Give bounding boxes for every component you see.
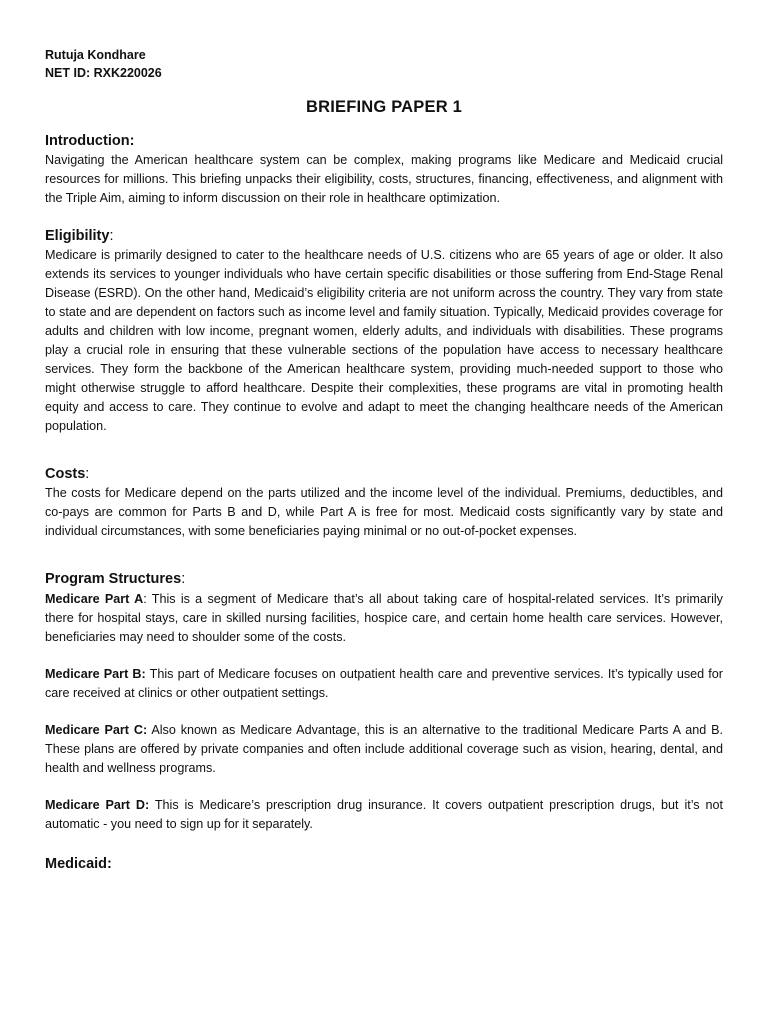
medicaid-heading: Medicaid: — [45, 856, 112, 872]
net-id: NET ID: RXK220026 — [45, 66, 162, 80]
eligibility-heading: Eligibility: — [45, 228, 114, 244]
document-title: BRIEFING PAPER 1 — [305, 98, 462, 116]
introduction-heading: Introduction: — [45, 133, 135, 149]
author-name: Rutuja Kondhare — [45, 48, 146, 62]
costs-text: The costs for Medicare depend on the parts utilized and the income level of the individual. Premiums, deductibles, and co-pays are common for Parts B and D, while Part A is free for most. Medicaid costs significantly vary by state and individual circumstances, with some beneficiaries paying minimal or no out-of-pocket expenses. — [45, 486, 723, 538]
medicare-part-b: Medicare Part B: This part of Medicare focuses on outpatient health care and preventive services. It’s typically used for care received at clinics or other outpatient settings. — [45, 667, 723, 700]
medicare-part-d: Medicare Part D: This is Medicare’s prescription drug insurance. It covers outpatient prescription drugs, but it’s not automatic - you need to sign up for it separately. — [45, 798, 723, 831]
introduction-text: Navigating the American healthcare system can be complex, making programs like Medicare and Medicaid crucial resources for millions. This briefing unpacks their eligibility, costs, structures, financing, effectiveness, and alignment with the Triple Aim, aiming to inform discussion on their role in healthcare optimization. — [45, 153, 723, 205]
medicare-part-c: Medicare Part C: Also known as Medicare Advantage, this is an alternative to the traditional Medicare Parts A and B. These plans are offered by private companies and often include additional coverage such as vision, hearing, dental, and health and wellness programs. — [45, 723, 723, 775]
costs-heading: Costs: — [45, 466, 90, 482]
eligibility-text: Medicare is primarily designed to cater to the healthcare needs of U.S. citizens who are 65 years of age or older. It also extends its services to younger individuals who have certain specific disabilities or those suffering from End-Stage Renal Disease (ESRD). On the other hand, Medicaid’s eligibility criteria are not uniform across the country. They vary from state to state and are dependent on factors such as income level and family situation. Typically, Medicaid provides coverage for adults and children with low income, pregnant women, elderly adults, and individuals with disabilities. These programs play a crucial role in ensuring that these vulnerable sections of the population have access to necessary healthcare services. They form the backbone of the American healthcare system, providing much-needed support to those who might otherwise struggle to afford healthcare. Despite their complexities, these programs are vital in promoting health equity and access to care. They continue to evolve and adapt to meet the changing healthcare needs of the American population. — [45, 248, 723, 433]
document-page — [45, 46, 723, 874]
program-structures-heading: Program Structures: — [45, 571, 186, 587]
medicare-part-a: Medicare Part A: This is a segment of Medicare that’s all about taking care of hospital-related services. It’s primarily there for hospital stays, care in skilled nursing facilities, hospice care, and certain home health care services. However, beneficiaries may need to shoulder some of the costs. — [45, 592, 723, 644]
